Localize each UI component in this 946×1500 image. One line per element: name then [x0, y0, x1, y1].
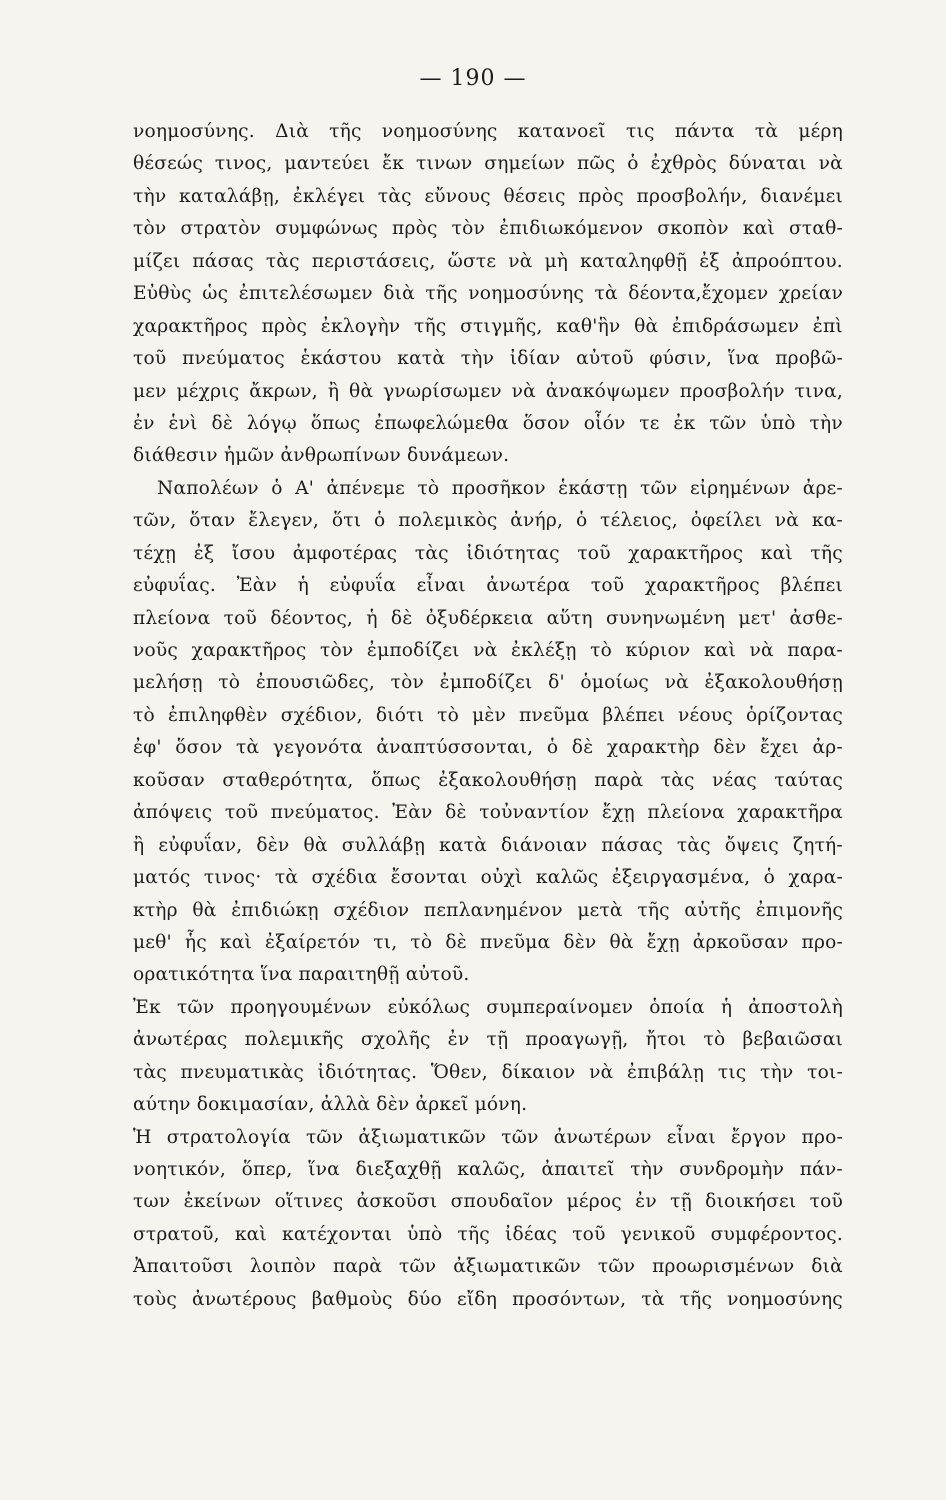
text-line: ἢ εὐφυΐαν, δὲν θὰ συλλάβῃ κατὰ διάνοιαν πάσας τὰς ὄψεις ζητή- [133, 834, 843, 856]
text-line: πλείονα τοῦ δέοντος, ἡ δὲ ὀξυδέρκεια αὕτη συνηνωμένη μετ' ἀσθε- [133, 607, 843, 629]
text-line: θέσεώς τινος, μαντεύει ἔκ τινων σημείων πῶς ὁ ἐχθρὸς δύναται νὰ [133, 153, 843, 175]
text-line: νοητικόν, ὅπερ, ἵνα διεξαχθῇ καλῶς, ἀπαιτεῖ τὴν συνδρομὴν πάν- [133, 1159, 843, 1180]
text-line: ματός τινος· τὰ σχέδια ἔσονται οὐχὶ καλῶς ἐξειργασμένα, ὁ χαρα- [133, 867, 843, 889]
text-line: εὐφυΐας. Ἐὰν ἡ εὐφυΐα εἶναι ἀνωτέρα τοῦ χαρακτῆρος βλέπει [133, 575, 843, 597]
text-line: Ἀπαιτοῦσι λοιπὸν παρὰ τῶν ἀξιωματικῶν τῶν προωρισμένων διὰ [133, 1256, 843, 1278]
text-line: τὸν στρατὸν συμφώνως πρὸς τὸν ἐπιδιωκόμενον σκοπὸν καὶ σταθ- [133, 218, 843, 240]
text-line: νοῦς χαρακτῆρος τὸν ἐμποδίζει νὰ ἐκλέξῃ τὸ κύριον καὶ νὰ παρα- [133, 640, 843, 661]
text-line: ἀνωτέρας πολεμικῆς σχολῆς ἐν τῇ προαγωγῇ, ἤτοι τὸ βεβαιῶσαι [133, 1029, 843, 1051]
text-line: τὴν καταλάβῃ, ἐκλέγει τὰς εὔνους θέσεις πρὸς προσβολήν, διανέμει [133, 185, 843, 207]
text-line: Ναπολέων ὁ Α' ἀπένεμε τὸ προσῆκον ἑκάστῃ τῶν εἰρημένων ἀρε- [157, 477, 843, 499]
text-line: Ἐκ τῶν προηγουμένων εὐκόλως συμπεραίνομεν ὁποία ἡ ἀποστολὴ [133, 996, 843, 1018]
text-line: τῶν, ὅταν ἔλεγεν, ὅτι ὁ πολεμικὸς ἀνήρ, ὁ τέλειος, ὀφείλει νὰ κα- [133, 510, 843, 532]
text-line: τέχῃ ἐξ ἴσου ἀμφοτέρας τὰς ἰδιότητας τοῦ χαρακτῆρος καὶ τῆς [133, 542, 843, 564]
text-line: διάθεσιν ἡμῶν ἀνθρωπίνων δυνάμεων. [133, 445, 510, 467]
text-line: τοῦ πνεύματος ἑκάστου κατὰ τὴν ἰδίαν αὐτοῦ φύσιν, ἵνα προβῶ- [133, 348, 843, 370]
text-line: τοὺς ἀνωτέρους βαθμοὺς δύο εἴδη προσόντων, τὰ τῆς νοημοσύνης [133, 1288, 843, 1310]
text-line: μελήσῃ τὸ ἐπουσιῶδες, τὸν ἐμποδίζει δ' ὁμοίως νὰ ἐξακολουθήσῃ [133, 672, 843, 694]
text-line: ἐν ἑνὶ δὲ λόγῳ ὅπως ἐπωφελώμεθα ὅσον οἷόν τε ἐκ τῶν ὑπὸ τὴν [133, 412, 843, 434]
text-line: ἀπόψεις τοῦ πνεύματος. Ἐὰν δὲ τοὐναντίον ἔχῃ πλείονα χαρακτῆρα [133, 802, 843, 824]
body-text [133, 116, 843, 1316]
text-line: ἐφ' ὅσον τὰ γεγονότα ἀναπτύσσονται, ὁ δὲ χαρακτὴρ δὲν ἔχει ἀρ- [133, 737, 843, 759]
text-line: μεν μέχρις ἄκρων, ἢ θὰ γνωρίσωμεν νὰ ἀνακόψωμεν προσβολήν τινα, [133, 380, 843, 402]
text-line: μεθ' ἧς καὶ ἐξαίρετόν τι, τὸ δὲ πνεῦμα δὲν θὰ ἔχῃ ἀρκοῦσαν προ- [133, 931, 843, 953]
text-line: χαρακτῆρος πρὸς ἐκλογὴν τῆς στιγμῆς, καθ'ἣν θὰ ἐπιδράσωμεν ἐπὶ [133, 315, 843, 337]
page-number: — 190 — [419, 66, 527, 91]
text-line: κοῦσαν σταθερότητα, ὅπως ἐξακολουθήσῃ παρὰ τὰς νέας ταύτας [133, 769, 843, 791]
text-line: αύτην δοκιμασίαν, ἀλλὰ δὲν ἀρκεῖ μόνη. [133, 1094, 528, 1116]
text-line: τὰς πνευματικὰς ἰδιότητας. Ὅθεν, δίκαιον νὰ ἐπιβάλῃ τις τὴν τοι- [133, 1061, 843, 1083]
text-line: τὸ ἐπιληφθὲν σχέδιον, διότι τὸ μὲν πνεῦμα βλέπει νέους ὁρίζοντας [133, 704, 843, 726]
text-line: των ἐκείνων οἵτινες ἀσκοῦσι σπουδαῖον μέρος ἐν τῇ διοικήσει τοῦ [133, 1191, 843, 1213]
text-line: Ἡ στρατολογία τῶν ἀξιωματικῶν τῶν ἀνωτέρων εἶναι ἔργον προ- [133, 1126, 843, 1148]
text-line: Εὐθὺς ὡς ἐπιτελέσωμεν διὰ τῆς νοημοσύνης τὰ δέοντα,ἔχομεν χρείαν [133, 283, 843, 305]
text-line: κτὴρ θὰ ἐπιδιώκῃ σχέδιον πεπλανημένον μετὰ τῆς αὐτῆς ἐπιμονῆς [133, 899, 843, 921]
text-line: νοημοσύνης. Διὰ τῆς νοημοσύνης κατανοεῖ τις πάντα τὰ μέρη [133, 121, 843, 142]
text-line: μίζει πάσας τὰς περιστάσεις, ὥστε νὰ μὴ καταληφθῇ ἐξ ἀπροόπτου. [133, 250, 843, 272]
text-line: στρατοῦ, καὶ κατέχονται ὑπὸ τῆς ἰδέας τοῦ γενικοῦ συμφέροντος. [133, 1223, 843, 1245]
text-line: ορατικότητα ἵνα παραιτηθῇ αὐτοῦ. [133, 964, 470, 986]
